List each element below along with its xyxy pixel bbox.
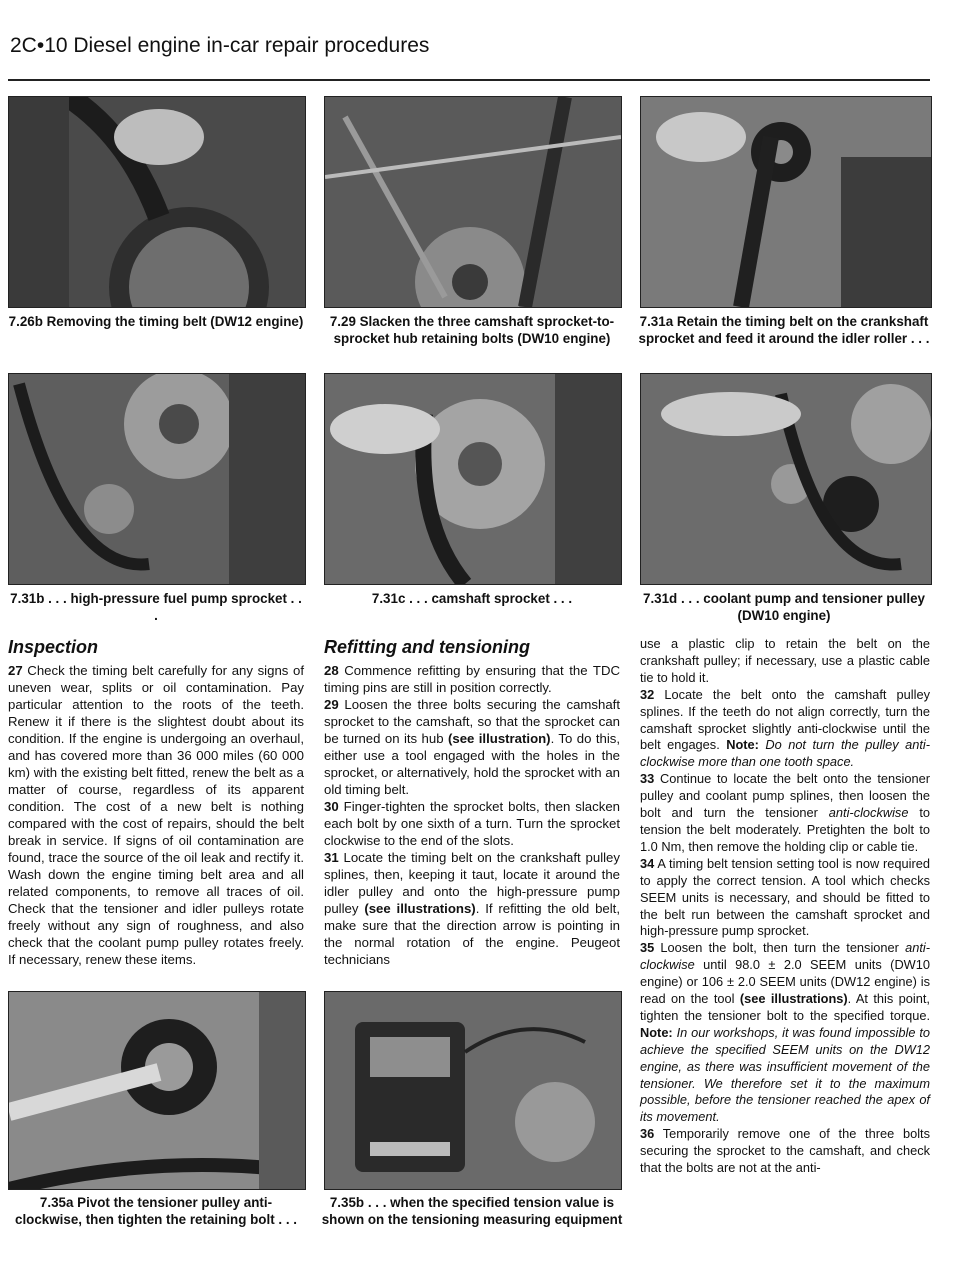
tension-measuring-equipment-photo [324, 991, 622, 1190]
header-rule [8, 79, 930, 81]
section-heading: Refitting and tensioning [324, 637, 530, 657]
paragraph-28: 28 Commence refitting by ensuring that the TDC timing pins are still in position correctly. [324, 663, 620, 695]
figure-caption: 7.31b . . . high-pressure fuel pump sprocket . . . [10, 591, 302, 623]
figure-caption: 7.31c . . . camshaft sprocket . . . [371, 591, 573, 606]
paragraph-31: 31 Locate the timing belt on the crankshaft pulley splines, then, keeping it taut, locate it around the idler pulley and onto the high-pressure pump pulley (see illustrations). If refitting the old belt, make sure that the direction arrow is pointing in the normal rotation of the engine. Peugeot technicians [324, 850, 620, 967]
paragraph-36: 36 Temporarily remove one of the three bolts securing the sprocket to the camshaft, and check that the bolts are not at the anti- [640, 1126, 930, 1176]
page-header: 2C•10 Diesel engine in-car repair procedures [10, 34, 430, 57]
figure-caption: 7.35b . . . when the specified tension value is shown on the tensioning measuring equipment [321, 1195, 623, 1227]
text-column-2 [324, 636, 620, 968]
text-column-1 [8, 636, 304, 968]
paragraph-33: 33 Continue to locate the belt onto the tensioner pulley and coolant pump splines, then loosen the bolt and turn the tensioner anti-clockwise to tension the belt moderately. Pretighten the bolt to 1.0 Nm, then remove the holding clip or cable tie. [640, 771, 930, 854]
timing-belt-removal-photo [8, 96, 306, 308]
crankshaft-sprocket-idler-photo [640, 96, 932, 308]
camshaft-sprocket-photo [324, 373, 622, 585]
paragraph-30: 30 Finger-tighten the sprocket bolts, then slacken each bolt by one sixth of a turn. Turn the sprocket clockwise to the end of the slots. [324, 799, 620, 848]
fuel-pump-sprocket-photo [8, 373, 306, 585]
figure-caption: 7.26b Removing the timing belt (DW12 engine) [8, 314, 304, 329]
figure-caption: 7.35a Pivot the tensioner pulley anti-clockwise, then tighten the retaining bolt . . . [15, 1195, 297, 1227]
paragraph-32: 32 Locate the belt onto the camshaft pulley splines. If the teeth do not align correctly, turn the camshaft sprocket slightly anti-clockwise until the belt engages. Note: Do not turn the pulley anti-clockwise more than one tooth space. [640, 686, 930, 770]
figure-caption: 7.31a Retain the timing belt on the crankshaft sprocket and feed it around the idler roller . . . [638, 314, 930, 346]
paragraph-35: 35 Loosen the bolt, then turn the tensioner anti-clockwise until 98.0 ± 2.0 SEEM units (DW10 engine) or 106 ± 2.0 SEEM units (DW12 engine) is read on the tool (see illustrations). At this point, tighten the tensioner bolt to the specified torque. Note: In our workshops, it was found impossible to achieve the specified SEEM units on the DW12 engine, as there was insufficient movement of the tensioner. We therefore set it to the maximum possible, before the tensioner reached the apex of its movement. [640, 940, 930, 1125]
coolant-pump-tensioner-photo [640, 373, 932, 585]
camshaft-sprocket-bolts-photo [324, 96, 622, 308]
paragraph-29: 29 Loosen the three bolts securing the camshaft sprocket to the camshaft, so that the sprocket can be turned on its hub (see illustration). To do this, either use a tool engaged with the holes in the sprocket, or alternatively, hold the sprocket with an old timing belt. [324, 697, 621, 797]
figure-caption: 7.29 Slacken the three camshaft sprocket-to-sprocket hub retaining bolts (DW10 engine) [329, 314, 615, 346]
paragraph-34: 34 A timing belt tension setting tool is now required to apply the correct tension. A tool which checks SEEM units is necessary, and should be fitted to the belt run between the camshaft sprocket and high-pressure pump sprocket. [640, 855, 930, 939]
section-heading: Inspection [8, 637, 99, 657]
tensioner-pulley-wrench-photo [8, 991, 306, 1190]
figure-caption: 7.31d . . . coolant pump and tensioner pulley (DW10 engine) [643, 591, 925, 623]
paragraph-27: 27 Check the timing belt carefully for any signs of uneven wear, splits or oil contamination. Pay particular attention to the roots of the teeth. Renew it if there is the slightest doubt about its condition. If the engine is undergoing an overhaul, and has covered more than 36 000 miles (60 000 km) with the existing belt fitted, renew the belt as a matter of course, regardless of its apparent condition. The cost of a new belt is nothing compared with the cost of repairs, should the belt break in service. If signs of oil contamination are found, trace the source of the oil leak and rectify it. Wash down the engine timing belt area and all related components, to remove all traces of oil. Check that the tensioner and idler pulleys rotate freely without any sign of roughness, and also check that the coolant pump pulley rotates freely. If necessary, renew these items. [8, 663, 304, 967]
text-column-3 [640, 636, 930, 1177]
paragraph-31-continued: use a plastic clip to retain the belt on the crankshaft pulley; if necessary, use a plastic cable tie to hold it. [640, 636, 930, 685]
